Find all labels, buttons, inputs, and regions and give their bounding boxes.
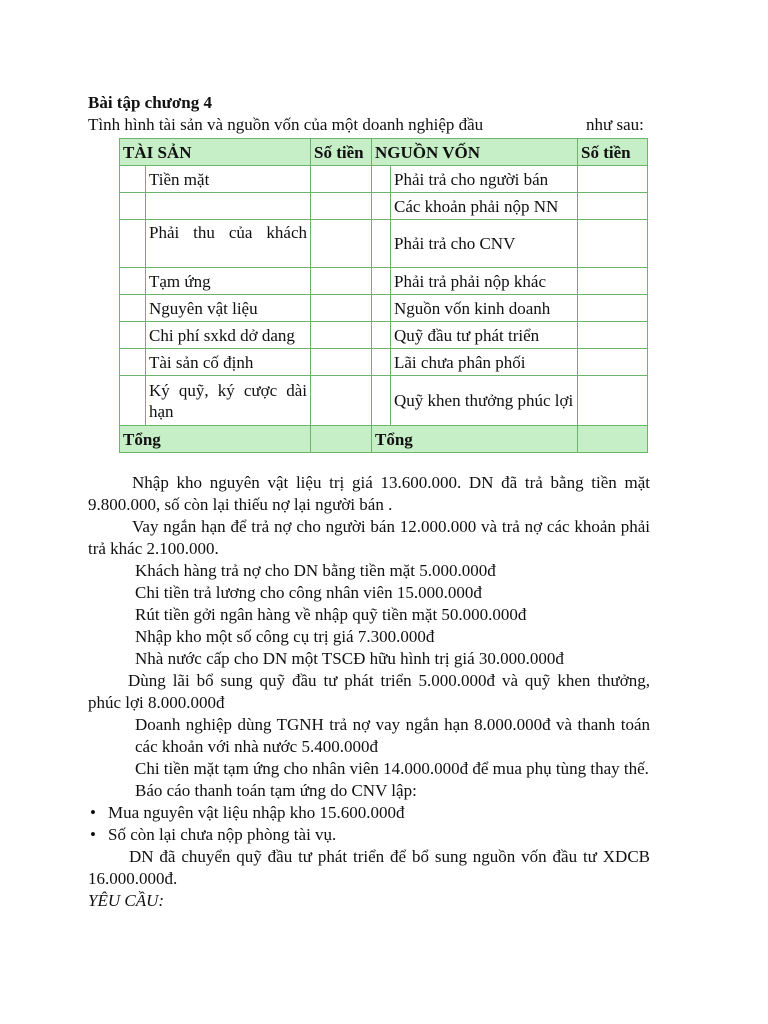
list-item <box>88 802 650 824</box>
transactions-section <box>88 472 650 912</box>
header-sources: NGUỒN VỐN <box>372 139 578 166</box>
asset-amount-cell <box>311 166 372 193</box>
asset-cell: Tài sản cố định <box>146 349 311 376</box>
asset-amount-cell <box>311 322 372 349</box>
asset-amount-cell <box>311 220 372 268</box>
source-cell: Phải trả cho người bán <box>391 166 578 193</box>
transaction-paragraph: Khách hàng trả nợ cho DN bằng tiền mặt 5.000.000đ <box>135 561 496 580</box>
table-row <box>120 376 648 426</box>
transaction-paragraph: Báo cáo thanh toán tạm ứng do CNV lập: <box>135 781 417 800</box>
transaction-paragraph: Nhập kho nguyên vật liệu trị giá 13.600.000. DN đã trả bằng tiền mặt 9.800.000, số còn lại thiếu nợ lại người bán . <box>88 473 650 514</box>
transaction-paragraph: Chi tiền mặt tạm ứng cho nhân viên 14.000.000đ để mua phụ tùng thay thế. <box>135 759 649 778</box>
asset-amount-cell <box>311 295 372 322</box>
intro-text: Tình hình tài sản và nguồn vốn của một doanh nghiệp đầu <box>88 115 484 134</box>
source-amount-cell <box>578 166 648 193</box>
table-row <box>120 268 648 295</box>
asset-cell <box>146 193 311 220</box>
transaction-paragraph: Dùng lãi bổ sung quỹ đầu tư phát triển 5.000.000đ và quỹ khen thưởng, phúc lợi 8.000.000đ <box>88 671 650 712</box>
transaction-paragraph: Doanh nghiệp dùng TGNH trả nợ vay ngắn hạn 8.000.000đ và thanh toán các khoản với nhà nước 5.400.000đ <box>135 715 650 756</box>
asset-cell: Tạm ứng <box>146 268 311 295</box>
asset-cell: Chi phí sxkd dở dang <box>146 322 311 349</box>
transaction-paragraph: Vay ngắn hạn để trả nợ cho người bán 12.000.000 và trả nợ các khoản phải trả khác 2.100.000. <box>88 517 650 558</box>
exercise-heading: Bài tập chương 4 <box>88 93 212 112</box>
source-amount-cell <box>578 376 648 426</box>
asset-cell: Ký quỹ, ký cược dài hạn <box>146 376 311 426</box>
asset-cell: Phải thu của khách <box>146 220 311 268</box>
table-row <box>120 220 648 268</box>
table-row <box>120 166 648 193</box>
list-item-text: Số còn lại chưa nộp phòng tài vụ. <box>108 825 337 844</box>
source-cell: Phải trả phải nộp khác <box>391 268 578 295</box>
source-amount-cell <box>578 193 648 220</box>
intro-line <box>88 114 650 136</box>
document-page <box>88 92 650 136</box>
total-sources-label: Tổng <box>372 426 578 453</box>
table-header-row <box>120 139 648 166</box>
transaction-paragraph: Nhà nước cấp cho DN một TSCĐ hữu hình trị giá 30.000.000đ <box>135 649 564 668</box>
transaction-paragraph: Chi tiền trả lương cho công nhân viên 15.000.000đ <box>135 583 482 602</box>
list-item <box>88 824 650 846</box>
table-row <box>120 322 648 349</box>
asset-amount-cell <box>311 349 372 376</box>
transaction-paragraph: DN đã chuyển quỹ đầu tư phát triển để bổ sung nguồn vốn đầu tư XDCB 16.000.000đ. <box>88 847 650 888</box>
source-amount-cell <box>578 220 648 268</box>
source-amount-cell <box>578 349 648 376</box>
source-cell: Các khoản phải nộp NN <box>391 193 578 220</box>
source-cell: Lãi chưa phân phối <box>391 349 578 376</box>
header-assets: TÀI SẢN <box>120 139 311 166</box>
total-sources-amount <box>578 426 648 453</box>
bullet-icon: • <box>90 825 96 844</box>
source-amount-cell <box>578 268 648 295</box>
source-cell: Phải trả cho CNV <box>391 220 578 268</box>
header-source-amount: Số tiền <box>578 139 648 166</box>
source-cell: Quỹ khen thưởng phúc lợi <box>391 376 578 426</box>
source-cell: Nguồn vốn kinh doanh <box>391 295 578 322</box>
list-item-text: Mua nguyên vật liệu nhập kho 15.600.000đ <box>108 803 405 822</box>
requirement-heading: YÊU CẦU: <box>88 891 165 910</box>
table-row <box>120 349 648 376</box>
intro-tail: như sau: <box>586 115 644 134</box>
transaction-paragraph: Rút tiền gởi ngân hàng về nhập quỹ tiền mặt 50.000.000đ <box>135 605 527 624</box>
bullet-icon: • <box>90 803 96 822</box>
table-total-row <box>120 426 648 453</box>
total-assets-label: Tổng <box>120 426 311 453</box>
asset-amount-cell <box>311 268 372 295</box>
balance-sheet-table <box>119 138 648 453</box>
asset-cell: Tiền mặt <box>146 166 311 193</box>
table-row <box>120 193 648 220</box>
transaction-paragraph: Nhập kho một số công cụ trị giá 7.300.000đ <box>135 627 435 646</box>
total-assets-amount <box>311 426 372 453</box>
source-amount-cell <box>578 322 648 349</box>
table-row <box>120 295 648 322</box>
asset-amount-cell <box>311 376 372 426</box>
asset-cell: Nguyên vật liệu <box>146 295 311 322</box>
asset-amount-cell <box>311 193 372 220</box>
header-asset-amount: Số tiền <box>311 139 372 166</box>
source-amount-cell <box>578 295 648 322</box>
source-cell: Quỹ đầu tư phát triển <box>391 322 578 349</box>
